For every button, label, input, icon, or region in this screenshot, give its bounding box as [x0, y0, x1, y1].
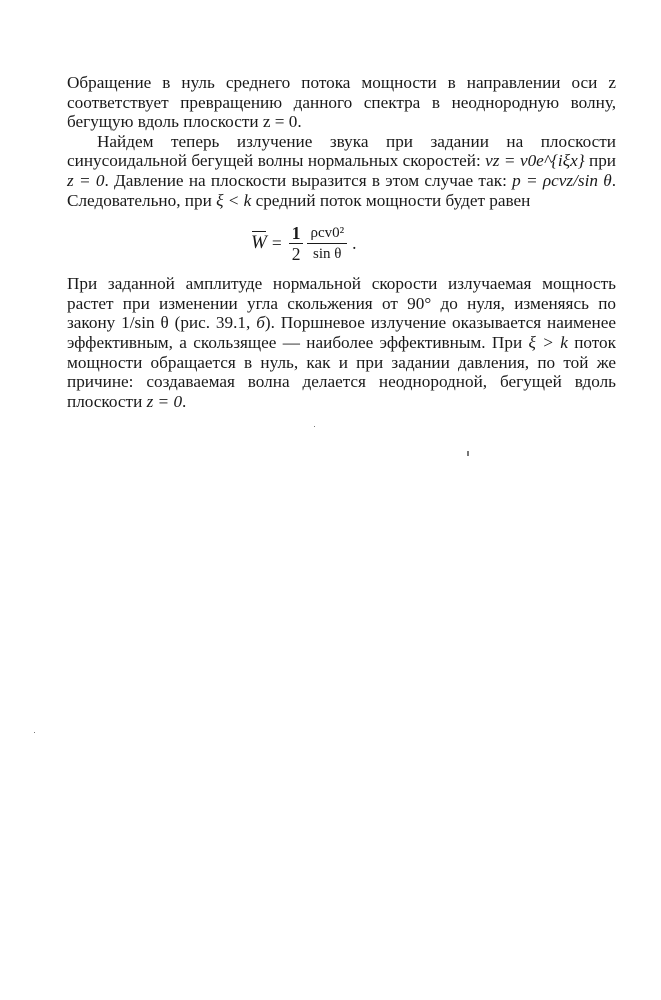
- paragraph-3-text-c: (рис. 39.1,: [168, 313, 257, 333]
- plane-equation: z = 0: [67, 170, 105, 190]
- formula-main-fraction: [307, 223, 347, 264]
- paragraph-3: [67, 274, 616, 411]
- plane-equation-2: z = 0: [146, 391, 183, 411]
- paragraph-2: [67, 132, 616, 210]
- paragraph-3-text-a: При заданной амплитуде нормальной скорости излучаемая мощность растет при изменении угла скольжения от: [67, 274, 616, 313]
- velocity-equation: vz = v0e^{iξx}: [485, 151, 585, 171]
- paragraph-2-text-e: средний поток мощности будет равен: [251, 190, 531, 210]
- formula-half-numerator: 1: [289, 223, 304, 244]
- paragraph-3-text-d: ). Поршневое излучение оказывается наименее эффективным, а скользящее — наиболее эффективным. При: [67, 313, 616, 352]
- paragraph-2-text-c: . Давление на плоскости выразится в этом случае так:: [104, 170, 513, 190]
- paragraph-2-text-b: при: [584, 151, 617, 171]
- inverse-sine-law: 1/sin θ: [121, 313, 169, 333]
- condition-xi-less-k: ξ < k: [216, 190, 252, 210]
- scan-speck: [467, 451, 469, 456]
- formula-denominator: sin θ: [313, 245, 342, 262]
- formula-equals: =: [271, 232, 282, 253]
- formula-numerator: ρcv0²: [307, 223, 347, 244]
- paragraph-3-text-b: до нуля, изменяясь по закону: [67, 293, 617, 333]
- figure-reference: б: [256, 313, 265, 333]
- formula-lhs: W: [251, 232, 267, 254]
- scan-speck: [34, 732, 35, 733]
- formula-half-denominator: 2: [291, 243, 301, 264]
- formula-half: [289, 223, 304, 264]
- condition-xi-greater-k: ξ > k: [528, 332, 568, 352]
- display-formula: [67, 212, 616, 270]
- formula-period: .: [352, 232, 357, 253]
- page-body: [67, 73, 616, 411]
- paragraph-1: Обращение в нуль среднего потока мощности в направлении оси z соответствует превращению данного спектра в неоднородную волну, бегущую вдоль плоскости z = 0.: [67, 73, 616, 132]
- paragraph-2-text-d: . Следовательно, при: [67, 170, 616, 210]
- paragraph-2-text-a: Найдем теперь излучение звука при задании на плоскости синусоидальной бегущей волны нормальных скоростей:: [67, 131, 616, 171]
- scan-speck: [314, 426, 315, 427]
- power-flux-formula: [251, 218, 356, 268]
- paragraph-3-end: .: [182, 391, 187, 411]
- angle-value: 90°: [407, 293, 432, 313]
- paragraph-3-text-e: поток мощности обращается в нуль, как и при задании давления, по той же причине: создаваемая волна делается неоднородной, бегущей вдоль плоскости: [67, 332, 617, 411]
- pressure-equation: p = ρcvz/sin θ: [512, 170, 612, 190]
